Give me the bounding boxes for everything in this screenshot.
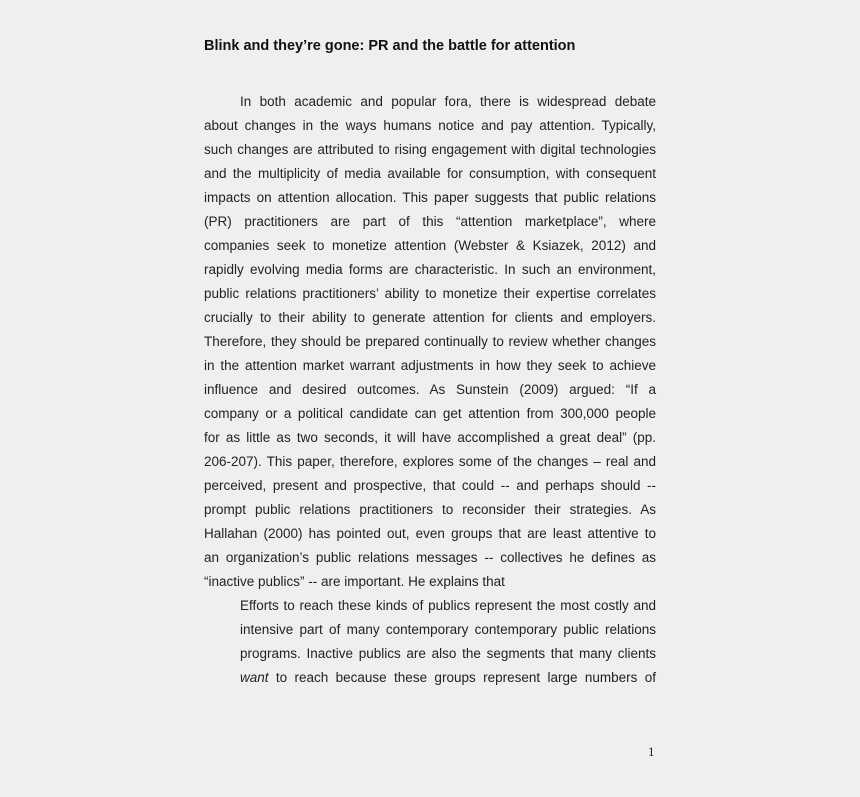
paragraph-line: crucially to their ability to generate attention for clients and employers.	[204, 310, 656, 325]
paragraph-line: In both academic and popular fora, there is widespread debate	[240, 94, 656, 109]
paragraph-line: an organization’s public relations messages -- collectives he defines as	[204, 550, 656, 565]
quote-line: Efforts to reach these kinds of publics represent the most costly and	[240, 598, 656, 613]
paragraph-line: companies seek to monetize attention (Webster & Ksiazek, 2012) and	[204, 238, 656, 253]
paragraph-line: for as little as two seconds, it will have accomplished a great deal” (pp.	[204, 430, 656, 445]
page-number: 1	[648, 744, 655, 759]
paragraph-line: 206-207). This paper, therefore, explores some of the changes – real and	[204, 454, 656, 469]
quote-emphasis: want	[240, 670, 269, 685]
paragraph-line: public relations practitioners’ ability to monetize their expertise correlates	[204, 286, 656, 301]
quote-line: intensive part of many contemporary contemporary public relations	[240, 622, 656, 637]
paragraph-line: “inactive publics” -- are important. He explains that	[204, 574, 505, 589]
paragraph-line: prompt public relations practitioners to reconsider their strategies. As	[204, 502, 656, 517]
quote-line: programs. Inactive publics are also the segments that many clients	[240, 646, 656, 661]
paragraph-line: in the attention market warrant adjustments in how they seek to achieve	[204, 358, 656, 373]
paragraph-line: and the multiplicity of media available for consumption, with consequent	[204, 166, 656, 181]
document-body	[204, 90, 656, 690]
paragraph-line: perceived, present and prospective, that could -- and perhaps should --	[204, 478, 656, 493]
paragraph-line: Hallahan (2000) has pointed out, even groups that are least attentive to	[204, 526, 656, 541]
block-quote	[204, 594, 656, 690]
paragraph-line: about changes in the ways humans notice and pay attention. Typically,	[204, 118, 656, 133]
paragraph-line: (PR) practitioners are part of this “attention marketplace”, where	[204, 214, 656, 229]
main-paragraph	[204, 90, 656, 594]
paragraph-line: rapidly evolving media forms are characteristic. In such an environment,	[204, 262, 656, 277]
quote-line	[240, 666, 656, 690]
paragraph-line: impacts on attention allocation. This paper suggests that public relations	[204, 190, 656, 205]
paragraph-line: Therefore, they should be prepared continually to review whether changes	[204, 334, 656, 349]
quote-line-remainder: to reach because these groups represent large numbers of	[268, 670, 656, 685]
paragraph-line: such changes are attributed to rising engagement with digital technologies	[204, 142, 656, 157]
paragraph-line: influence and desired outcomes. As Sunstein (2009) argued: “If a	[204, 382, 656, 397]
document-title: Blink and they’re gone: PR and the battle for attention	[204, 38, 576, 54]
paragraph-line: company or a political candidate can get attention from 300,000 people	[204, 406, 656, 421]
